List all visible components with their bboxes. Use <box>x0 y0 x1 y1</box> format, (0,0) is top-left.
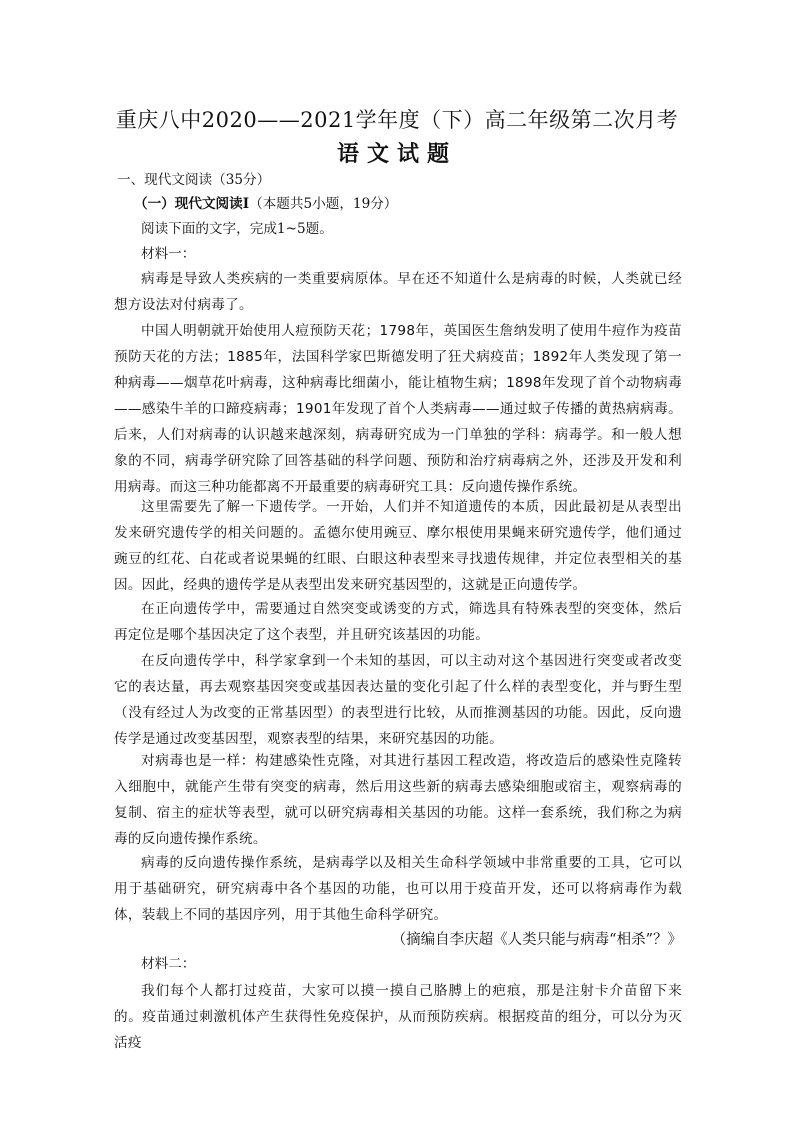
paragraph: 中国人明朝就开始使用人痘预防天花；1798年，英国医生詹纳发明了使用牛痘作为疫苗预防天花的方法；1885年，法国科学家巴斯德发明了狂犬病疫苗；1892年人类发现了第一种病毒——烟草花叶病毒，这种病毒比细菌小，能让植物生病；1898年发现了首个动物病毒——感染牛羊的口蹄疫病毒；1901年发现了首个人类病毒——通过蚊子传播的黄热病病毒。后来，人们对病毒的认识越来越深刻，病毒研究成为一门单独的学科：病毒学。和一般人想象的不同，病毒学研究除了回答基础的科学问题、预防和治疗病毒病之外，还涉及开发和利用病毒。而这三种功能都离不开最重要的病毒研究工具：反向遗传操作系统。 <box>114 323 682 495</box>
paragraph: 对病毒也是一样：构建感染性克隆，对其进行基因工程改造，将改造后的感染性克隆转入细胞中，就能产生带有突变的病毒，然后用这些新的病毒去感染细胞或宿主，观察病毒的复制、宿主的症状等表型，就可以研究病毒相关基因的功能。这样一套系统，我们称之为病毒的反向遗传操作系统。 <box>114 753 682 847</box>
material-1-label: 材料一： <box>141 246 196 262</box>
paragraph: 在正向遗传学中，需要通过自然突变或诱变的方式，筛选具有特殊表型的突变体，然后再定位是哪个基因决定了这个表型，并且研究该基因的功能。 <box>114 601 682 643</box>
subsection-heading <box>134 194 397 214</box>
section-heading: 一、现代文阅读（35分） <box>117 172 271 188</box>
paragraph: 这里需要先了解一下遗传学。一开始，人们并不知道遗传的本质，因此最初是从表型出发来研究遗传学的相关问题的。孟德尔使用豌豆、摩尔根使用果蝇来研究遗传学，他们通过豌豆的红花、白花或者说果蝇的红眼、白眼这种表型来寻找遗传规律，并定位表型相关的基因。因此，经典的遗传学是从表型出发来研究基因型的，这就是正向遗传学。 <box>114 499 682 593</box>
paragraph: 病毒的反向遗传操作系统，是病毒学以及相关生命科学领域中非常重要的工具，它可以用于基础研究，研究病毒中各个基因的功能，也可以用于疫苗开发，还可以将病毒作为载体，装载上不同的基因序列，用于其他生命科学研究。 <box>114 855 682 923</box>
paragraph: 在反向遗传学中，科学家拿到一个未知的基因，可以主动对这个基因进行突变或者改变它的表达量，再去观察基因突变或基因表达量的变化引起了什么样的表型变化，并与野生型（没有经过人为改变的正常基因型）的表型进行比较，从而推测基因的功能。因此，反向遗传学是通过改变基因型，观察表型的结果，来研究基因的功能。 <box>114 653 682 747</box>
instruction: 阅读下面的文字，完成1~5题。 <box>141 221 333 237</box>
subsection-bold: （一）现代文阅读Ⅰ <box>134 196 250 212</box>
citation: （摘编自李庆超《人类只能与病毒“相杀”？》 <box>391 932 682 948</box>
material-2-label: 材料二： <box>141 956 196 972</box>
paragraph: 我们每个人都打过疫苗，大家可以摸一摸自己胳膊上的疤痕，那是注射卡介苗留下来的。疫苗通过刺激机体产生获得性免疫保护，从而预防疾病。根据疫苗的组分，可以分为灭活疫 <box>114 983 682 1051</box>
exam-subtitle: 语文试题 <box>336 141 457 167</box>
exam-title: 重庆八中2020——2021学年度（下）高二年级第二次月考 <box>115 108 679 132</box>
paragraph: 病毒是导致人类疾病的一类重要病原体。早在还不知道什么是病毒的时候，人类就已经想方设法对付病毒了。 <box>114 271 682 313</box>
subsection-note: （本题共5小题，19分） <box>249 196 398 212</box>
